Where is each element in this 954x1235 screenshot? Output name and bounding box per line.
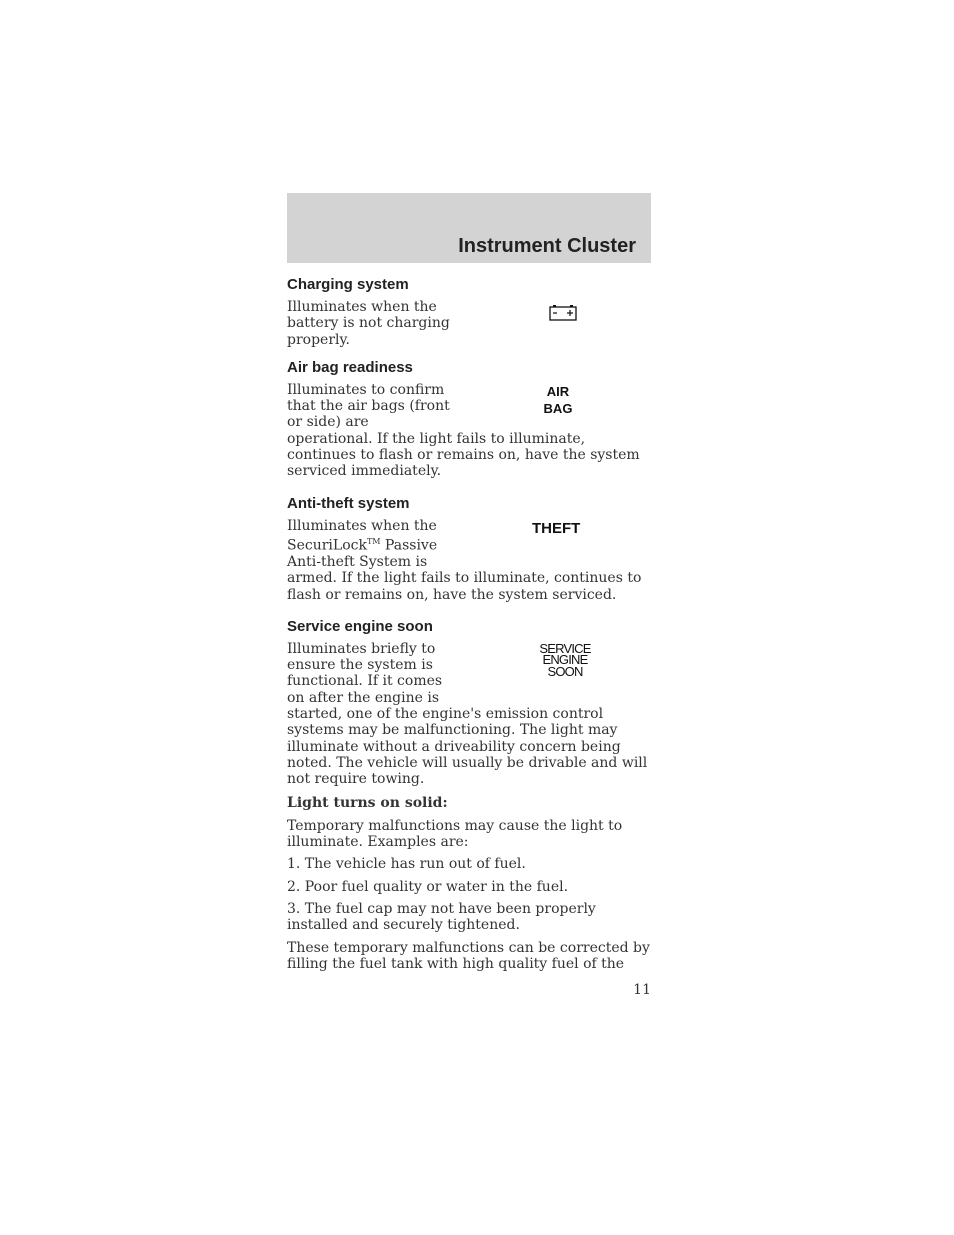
solid-intro: Temporary malfunctions may cause the light to illuminate. Examples are: [287, 817, 623, 851]
ses-section [287, 618, 651, 788]
service-engine-soon-icon [525, 640, 605, 679]
ses-heading: Service engine soon [287, 617, 433, 635]
airbag-text-cont: operational. If the light fails to illuminate, continues to flash or remains on, have the system serviced immediately. [287, 430, 640, 480]
airbag-icon-line2: BAG [543, 400, 573, 416]
airbag-heading: Air bag readiness [287, 358, 413, 376]
airbag-icon [533, 383, 583, 417]
theft-text-short [287, 518, 452, 571]
airbag-icon-line1: AIR [546, 383, 570, 399]
ses-text-cont: started, one of the engine's emission control systems may be malfunctioning. The light may illuminate without a driveability concern being noted. The vehicle will usually be drivable and will not require towing. [287, 706, 648, 788]
trademark-mark: TM [366, 536, 381, 546]
solid-heading: Light turns on solid: [287, 795, 448, 812]
page-number: 11 [633, 982, 651, 998]
list-item: 1. The vehicle has run out of fuel. [287, 856, 526, 873]
theft-text-b: Passive Anti-theft System is [287, 537, 438, 570]
theft-section [287, 495, 651, 603]
charging-section [287, 276, 651, 348]
ses-icon-line2: ENGINE [542, 652, 588, 668]
airbag-section [287, 359, 651, 480]
charging-heading: Charging system [287, 276, 409, 293]
ses-icon-line3: SOON [547, 663, 583, 679]
airbag-text-short: Illuminates to confirm that the air bags (front or side) are [287, 381, 450, 431]
theft-heading: Anti-theft system [287, 494, 410, 512]
ses-text-short: Illuminates briefly to ensure the system is functional. If it comes on after the engine is [287, 640, 443, 706]
theft-icon: THEFT [532, 519, 581, 537]
list-item: 3. The fuel cap may not have been properly installed and securely tightened. [287, 900, 596, 934]
battery-icon [549, 304, 577, 321]
solid-closing: These temporary malfunctions can be corrected by filling the fuel tank with high quality fuel of the [287, 939, 650, 972]
section-header [287, 193, 651, 263]
charging-text: Illuminates when the battery is not charging properly. [287, 299, 450, 348]
manual-page [287, 193, 651, 972]
solid-section [287, 795, 651, 972]
theft-text-cont: armed. If the light fails to illuminate, continues to flash or remains on, have the system serviced. [287, 570, 642, 603]
page-title: Instrument Cluster [458, 235, 636, 257]
list-item: 2. Poor fuel quality or water in the fuel. [287, 878, 569, 895]
ses-icon-line1: SERVICE [539, 640, 591, 656]
theft-text-a: Illuminates when the SecuriLock [287, 517, 437, 554]
